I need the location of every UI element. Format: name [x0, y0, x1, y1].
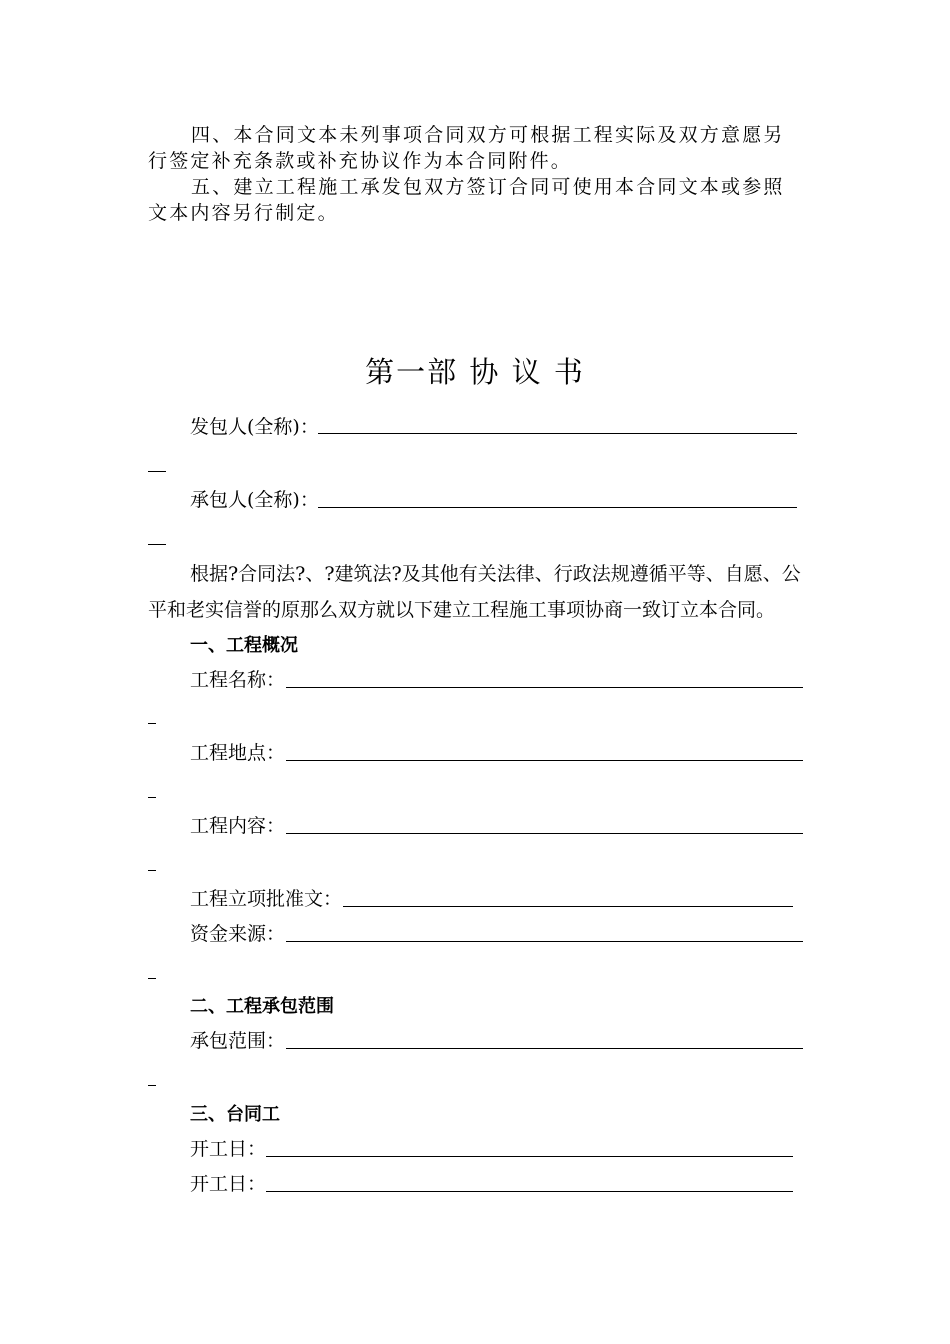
section-heading-contract-period: 三、台同工	[190, 1104, 280, 1125]
note-item-5: 五、建立工程施工承发包双方签订合同可使用本合同文本或参照文本内容另行制定。	[148, 176, 785, 224]
project-location-label: 工程地点：	[190, 742, 286, 764]
project-approval-label: 工程立项批准文：	[190, 888, 343, 910]
scope-label: 承包范围：	[190, 1030, 286, 1052]
funding-source-label: 资金来源：	[190, 923, 286, 945]
employer-name-field[interactable]	[318, 433, 797, 434]
start-date-label-1: 开工日：	[190, 1138, 267, 1160]
project-name-field[interactable]	[286, 687, 803, 688]
preamble-line-1: 根据?合同法?、?建筑法?及其他有关法律、行政法规遵循平等、自愿、公	[190, 563, 801, 585]
funding-source-continuation	[148, 978, 156, 979]
project-name-label: 工程名称：	[190, 669, 286, 691]
employer-label: 发包人(全称)：	[190, 416, 319, 438]
scope-field[interactable]	[286, 1048, 803, 1049]
project-name-continuation	[148, 723, 156, 724]
start-date-field-1[interactable]	[266, 1156, 793, 1157]
project-content-continuation	[148, 870, 156, 871]
project-location-continuation	[148, 797, 156, 798]
start-date-field-2[interactable]	[266, 1191, 793, 1192]
contractor-field-continuation	[148, 544, 166, 545]
project-location-field[interactable]	[286, 760, 803, 761]
project-approval-field[interactable]	[343, 906, 793, 907]
start-date-label-2: 开工日：	[190, 1173, 267, 1195]
funding-source-field[interactable]	[286, 941, 803, 942]
employer-field-continuation	[148, 471, 166, 472]
project-content-label: 工程内容：	[190, 815, 286, 837]
scope-continuation	[148, 1085, 156, 1086]
preamble-line-2: 平和老实信誉的原那么双方就以下建立工程施工事项协商一致订立本合同。	[148, 599, 776, 621]
note-item-4: 四、本合同文本未列事项合同双方可根据工程实际及双方意愿另行签定补充条款或补充协议作为本合同附件。	[148, 124, 785, 172]
section-heading-contract-scope: 二、工程承包范围	[190, 996, 334, 1017]
section-heading-project-overview: 一、工程概况	[190, 635, 298, 656]
page-title: 第一部 协 议 书	[365, 355, 585, 389]
project-content-field[interactable]	[286, 833, 803, 834]
contractor-name-field[interactable]	[318, 507, 797, 508]
contractor-label: 承包人(全称)：	[190, 489, 319, 511]
